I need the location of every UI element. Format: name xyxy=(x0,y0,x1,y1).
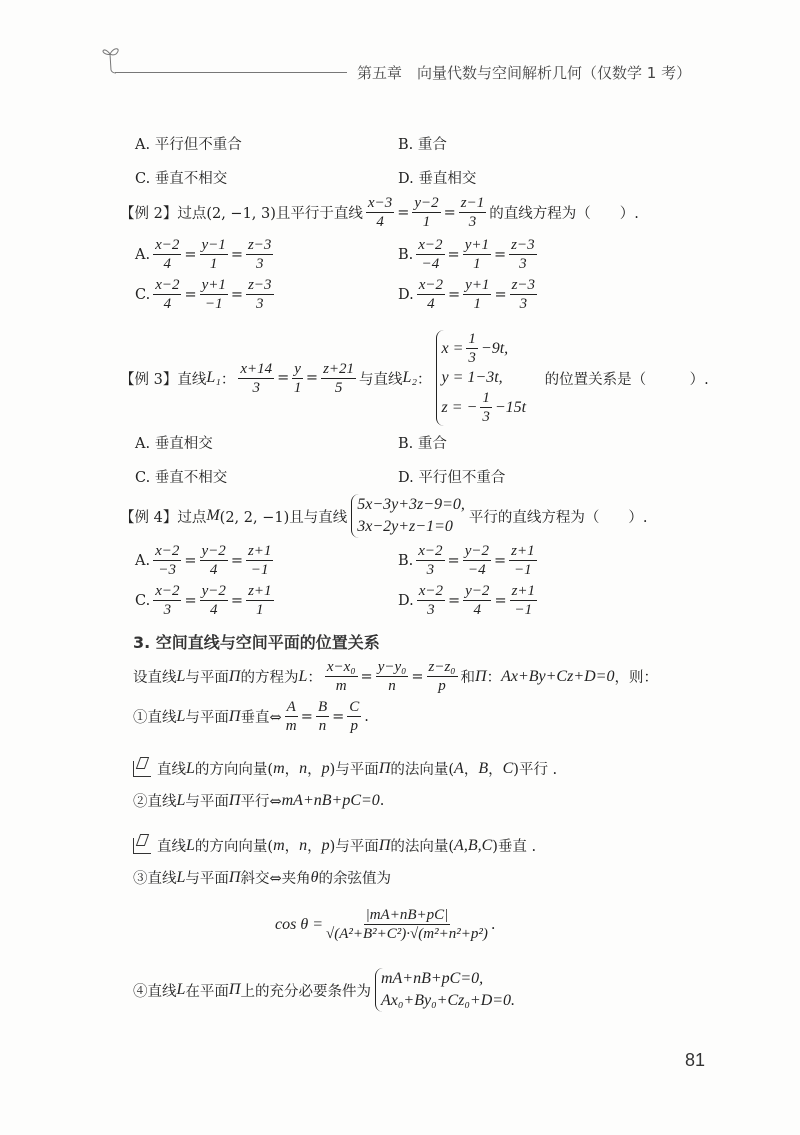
fraction xyxy=(412,194,440,231)
text: A. 垂直相交 xyxy=(135,436,213,452)
fraction xyxy=(427,658,458,695)
denominator: 4 xyxy=(427,296,435,312)
denominator: 3 xyxy=(468,350,476,366)
text: 垂直⇔ xyxy=(240,710,282,726)
text: ： xyxy=(307,670,322,686)
math-symbol: Π xyxy=(228,868,241,886)
text: ： xyxy=(486,670,502,686)
math-symbol: A,B,C xyxy=(454,836,493,854)
numerator: z−3 xyxy=(247,237,272,253)
chapter-header: 第五章 向量代数与空间解析几何（仅数学 1 考） xyxy=(357,64,692,82)
ex3-option-b xyxy=(398,432,447,453)
text: )与平面 xyxy=(329,839,379,855)
text: 在平面 xyxy=(185,983,229,1000)
text: = xyxy=(184,592,197,609)
fraction xyxy=(459,194,486,231)
text: ，则： xyxy=(614,670,658,686)
text: . xyxy=(364,708,369,725)
numerator: z−1 xyxy=(460,195,485,211)
intro-paragraph xyxy=(133,658,658,695)
text: A. 平行但不重合 xyxy=(135,137,242,153)
math-symbol: C xyxy=(502,759,514,777)
numerator: x−2 xyxy=(155,543,180,559)
denominator: −1 xyxy=(514,602,533,618)
equation-row xyxy=(442,330,527,367)
text: B. 重合 xyxy=(398,436,447,452)
note-2-text xyxy=(157,835,536,856)
numerator: x−2 xyxy=(418,543,443,559)
text: 与平面 xyxy=(185,794,229,810)
math-symbol: Π xyxy=(378,836,391,854)
text: ， xyxy=(284,839,300,855)
fraction xyxy=(326,906,488,943)
fraction xyxy=(316,698,329,735)
text: ， xyxy=(284,762,300,778)
text: = xyxy=(332,708,345,725)
text: 与直线 xyxy=(359,371,403,388)
denominator: 3 xyxy=(519,256,527,272)
math-symbol: mA+nB+pC=0, xyxy=(380,970,484,987)
denominator: n xyxy=(318,718,327,734)
text: C. xyxy=(135,286,151,303)
denominator: 3 xyxy=(426,562,435,578)
text: 与平面 xyxy=(185,871,229,887)
text: 的位置关系是（ ）. xyxy=(530,371,709,388)
numerator: y−y₀ xyxy=(377,659,407,675)
page-number: 81 xyxy=(685,1050,706,1070)
math-symbol: m xyxy=(273,836,285,854)
text: ③直线 xyxy=(133,871,177,887)
math-symbol: Ax+By+Cz+D=0 xyxy=(501,667,615,685)
fraction xyxy=(463,236,491,273)
math-symbol: Ax₀+By₀+Cz₀+D=0. xyxy=(380,992,516,1009)
ex2-option-a xyxy=(135,236,276,273)
equation-row xyxy=(357,494,465,516)
text: 设直线 xyxy=(133,670,177,686)
numerator: y−2 xyxy=(201,583,226,599)
text: = xyxy=(493,246,507,263)
numerator: x−2 xyxy=(418,277,443,293)
math-symbol: L xyxy=(176,707,186,725)
ex1-option-b xyxy=(398,133,447,154)
denominator: √(A²+B²+C²)·√(m²+n²+p²) xyxy=(325,926,488,942)
math-symbol: n xyxy=(299,759,308,777)
fraction xyxy=(292,360,303,397)
math-symbol: Π xyxy=(228,981,241,998)
text: D. xyxy=(398,592,414,609)
denominator: 3 xyxy=(482,409,490,425)
text: (2, 2, −1)且与直线 xyxy=(219,509,348,526)
text: 斜交⇔夹角 xyxy=(240,871,311,887)
equation-row xyxy=(442,389,527,426)
math-symbol: −15t xyxy=(494,398,527,416)
fraction xyxy=(480,389,492,426)
note-1 xyxy=(133,758,557,779)
numerator: z+1 xyxy=(511,543,535,559)
fraction xyxy=(376,658,409,695)
text: 的余弦值为 xyxy=(318,871,391,887)
text: 与平面 xyxy=(185,670,229,686)
ex3-option-a xyxy=(135,432,213,453)
denominator: 4 xyxy=(473,602,482,618)
denominator: 4 xyxy=(163,256,171,272)
math-symbol: L xyxy=(176,981,186,998)
fraction xyxy=(153,542,181,579)
denominator: 1 xyxy=(256,602,264,618)
fraction xyxy=(200,236,228,273)
math-symbol: 3x−2y+z−1=0 xyxy=(357,518,453,535)
text: 与平面 xyxy=(185,710,229,726)
denominator: 1 xyxy=(293,379,302,396)
numerator: y+1 xyxy=(464,237,489,253)
cos-formula xyxy=(275,906,495,943)
numerator: C xyxy=(349,699,360,715)
ex1-option-c xyxy=(135,167,227,188)
example-2-question xyxy=(120,194,639,231)
fraction xyxy=(325,658,358,695)
text: = xyxy=(493,552,507,569)
text: A. xyxy=(135,552,151,569)
text: 【例 2】过点(2, −1, 3)且平行于直线 xyxy=(120,206,363,222)
text: = xyxy=(411,668,424,685)
note-2 xyxy=(133,835,536,856)
math-symbol: p xyxy=(321,759,330,777)
text: B. xyxy=(398,246,414,263)
ex4-option-d xyxy=(398,582,540,619)
text: 的法向量( xyxy=(390,762,455,778)
text: 平行的直线方程为（ ）. xyxy=(468,509,648,526)
denominator: −1 xyxy=(204,296,223,312)
math-symbol: Π xyxy=(228,667,241,685)
equation-row xyxy=(381,968,515,990)
ex1-option-a xyxy=(135,133,242,154)
numerator: y+1 xyxy=(201,277,226,293)
numerator: z−3 xyxy=(248,277,272,293)
header-rule xyxy=(115,72,347,73)
text: A. xyxy=(135,246,151,263)
text: = xyxy=(184,246,197,263)
math-symbol: M xyxy=(206,507,220,524)
numerator: 1 xyxy=(468,331,476,347)
denominator: 3 xyxy=(163,602,172,618)
text: = xyxy=(230,246,243,263)
text: = xyxy=(447,246,460,263)
math-symbol: Π xyxy=(475,667,487,685)
denominator: 3 xyxy=(427,602,435,618)
text: B. xyxy=(398,552,414,569)
fraction xyxy=(200,542,228,579)
fraction xyxy=(510,276,537,313)
text: = xyxy=(448,592,461,609)
text: = xyxy=(397,204,410,221)
numerator: |mA+nB+pC| xyxy=(365,907,449,923)
numerator: z+1 xyxy=(248,583,272,599)
fraction xyxy=(466,330,478,367)
numerator: z+1 xyxy=(511,583,536,599)
text: )与平面 xyxy=(329,762,379,778)
denominator: 5 xyxy=(334,379,343,396)
ex4-option-b xyxy=(398,542,540,579)
math-symbol: z = − xyxy=(441,398,478,416)
ex2-option-b xyxy=(398,236,540,273)
numerator: z−3 xyxy=(511,237,535,253)
fraction xyxy=(246,276,273,313)
numerator: z−z₀ xyxy=(428,659,456,675)
equation-row xyxy=(442,367,527,389)
text: = xyxy=(443,204,456,221)
ex2-option-d xyxy=(398,276,540,313)
numerator: x−2 xyxy=(418,583,443,599)
note-icon xyxy=(133,761,151,777)
text: 【例 4】过点 xyxy=(120,509,207,526)
math-symbol: Π xyxy=(378,759,391,777)
numerator: z−3 xyxy=(511,277,536,293)
text: )垂直 . xyxy=(492,839,537,855)
denominator: p xyxy=(438,678,446,694)
text: 和 xyxy=(460,670,476,686)
equation-system xyxy=(436,330,527,426)
math-symbol: mA+nB+pC=0 xyxy=(281,791,380,809)
denominator: 3 xyxy=(256,296,264,312)
numerator: y−2 xyxy=(414,195,439,211)
denominator: m xyxy=(335,678,347,694)
text: = xyxy=(300,708,313,725)
text: 【例 3】直线 xyxy=(120,371,207,388)
math-symbol: L xyxy=(176,791,186,809)
math-symbol: L₁ xyxy=(206,369,221,386)
math-symbol: L xyxy=(298,667,308,685)
fraction xyxy=(463,542,491,579)
text: = xyxy=(447,552,460,569)
text: 上的充分必要条件为 xyxy=(240,983,371,1000)
text: ： xyxy=(417,371,432,388)
text: = xyxy=(230,552,243,569)
math-symbol: L₂ xyxy=(402,369,418,386)
fraction xyxy=(416,542,444,579)
ex2-option-c xyxy=(135,276,277,313)
text: = xyxy=(230,286,244,303)
numerator: y+1 xyxy=(465,277,490,293)
ex4-option-c xyxy=(135,582,277,619)
sprout-icon xyxy=(100,42,130,76)
fraction xyxy=(463,582,491,619)
ex3-option-c xyxy=(135,466,227,487)
numerator: x−x₀ xyxy=(326,659,356,675)
ex4-option-a xyxy=(135,542,276,579)
text: = xyxy=(230,592,244,609)
equation-system xyxy=(351,494,465,538)
denominator: 3 xyxy=(252,379,260,396)
text: ， xyxy=(488,762,503,778)
text: = xyxy=(494,592,507,609)
text: 的方程为 xyxy=(240,670,299,686)
text: 的方向向量( xyxy=(194,762,274,778)
text: D. 平行但不重合 xyxy=(398,470,506,486)
fraction xyxy=(463,276,491,313)
equation-system xyxy=(375,968,515,1012)
denominator: 1 xyxy=(473,256,481,272)
fraction xyxy=(321,360,356,397)
denominator: 1 xyxy=(209,256,218,272)
denominator: 4 xyxy=(163,296,172,312)
numerator: x−3 xyxy=(367,195,393,211)
text: = xyxy=(305,370,319,386)
denominator: 1 xyxy=(422,214,431,230)
numerator: y−2 xyxy=(465,583,490,599)
numerator: B xyxy=(317,699,328,715)
section-heading: 3. 空间直线与空间平面的位置关系 xyxy=(133,633,380,652)
text: 的方向向量( xyxy=(194,839,274,855)
fraction xyxy=(200,582,228,619)
note-icon xyxy=(133,838,151,854)
denominator: 4 xyxy=(376,214,384,230)
math-symbol: Π xyxy=(228,791,241,809)
text: ： xyxy=(220,371,236,388)
text: ， xyxy=(463,762,479,778)
text: C. 垂直不相交 xyxy=(135,470,228,486)
ex1-option-d xyxy=(398,167,476,188)
text: ②直线 xyxy=(133,794,177,810)
text: . xyxy=(490,916,496,933)
text: = xyxy=(448,286,461,303)
ex3-option-d xyxy=(398,466,505,487)
denominator: 3 xyxy=(519,296,528,312)
denominator: −4 xyxy=(421,256,440,272)
numerator: x−2 xyxy=(418,237,443,253)
text: 平行⇔ xyxy=(240,794,282,810)
text: 的直线方程为（ ）. xyxy=(489,206,639,222)
numerator: x−2 xyxy=(155,583,180,599)
example-4-question xyxy=(120,494,647,538)
text: D. xyxy=(398,286,414,303)
numerator: A xyxy=(286,699,296,715)
text: ， xyxy=(307,839,322,855)
denominator: −1 xyxy=(250,562,269,578)
numerator: x+14 xyxy=(240,360,273,377)
math-symbol: m xyxy=(273,759,285,777)
text: 的法向量( xyxy=(390,839,455,855)
fraction xyxy=(509,542,536,579)
math-symbol: p xyxy=(321,836,330,854)
fraction xyxy=(200,276,228,313)
denominator: 1 xyxy=(473,296,482,312)
numerator: z+21 xyxy=(323,360,355,377)
math-symbol: L xyxy=(186,836,195,854)
numerator: z+1 xyxy=(247,543,272,559)
text: )平行 . xyxy=(513,762,558,778)
fraction xyxy=(246,582,273,619)
fraction xyxy=(417,276,445,313)
denominator: 4 xyxy=(209,562,218,578)
denominator: 4 xyxy=(210,602,218,618)
text: = xyxy=(494,286,507,303)
example-3-question xyxy=(120,330,709,426)
numerator: 1 xyxy=(482,390,490,406)
math-symbol: y = 1−3t, xyxy=(441,369,503,386)
fraction xyxy=(509,236,536,273)
denominator: −4 xyxy=(468,562,486,578)
fraction xyxy=(366,194,394,231)
denominator: 3 xyxy=(468,214,477,230)
text: = xyxy=(360,668,373,685)
condition-1 xyxy=(133,698,369,735)
math-symbol: L xyxy=(176,868,186,886)
text: = xyxy=(184,286,197,303)
fraction xyxy=(285,698,298,735)
denominator: 3 xyxy=(255,256,264,272)
text: 直线 xyxy=(157,762,186,778)
numerator: y−1 xyxy=(201,237,226,253)
text: ④直线 xyxy=(133,983,177,1000)
denominator: m xyxy=(285,718,297,734)
text: C. xyxy=(135,592,151,609)
condition-2 xyxy=(133,790,384,811)
condition-4 xyxy=(133,968,519,1012)
denominator: n xyxy=(388,678,396,694)
math-symbol: 5x−3y+3z−9=0, xyxy=(357,496,465,513)
numerator: y xyxy=(294,360,301,377)
text: . xyxy=(379,792,385,809)
text: = xyxy=(184,552,197,569)
fraction xyxy=(246,542,273,579)
fraction xyxy=(153,236,181,273)
math-symbol: θ xyxy=(310,868,319,886)
text: C. 垂直不相交 xyxy=(135,171,228,187)
math-symbol: cos θ = xyxy=(275,915,323,933)
numerator: y−2 xyxy=(464,543,489,559)
math-symbol: Π xyxy=(228,707,241,725)
math-symbol: L xyxy=(176,667,186,685)
text: = xyxy=(277,370,290,386)
text: 直线 xyxy=(157,839,186,855)
numerator: y−2 xyxy=(201,543,226,559)
numerator: x−2 xyxy=(155,277,180,293)
equation-row xyxy=(357,516,465,538)
text: ①直线 xyxy=(133,710,177,726)
math-symbol: B xyxy=(478,759,489,777)
fraction xyxy=(238,360,274,397)
math-symbol: L xyxy=(186,759,195,777)
math-symbol: x = xyxy=(441,339,464,357)
text: B. 重合 xyxy=(398,137,447,153)
fraction xyxy=(347,698,361,735)
numerator: x−2 xyxy=(155,237,180,253)
fraction xyxy=(416,236,444,273)
fraction xyxy=(153,582,181,619)
denominator: p xyxy=(350,718,359,734)
text: D. 垂直相交 xyxy=(398,171,477,187)
fraction xyxy=(417,582,445,619)
denominator: −3 xyxy=(158,562,177,578)
math-symbol: A xyxy=(454,759,464,777)
equation-row xyxy=(381,990,515,1012)
math-symbol: n xyxy=(299,836,308,854)
condition-3 xyxy=(133,867,391,888)
text: ， xyxy=(307,762,322,778)
fraction xyxy=(510,582,537,619)
note-1-text xyxy=(157,758,557,779)
fraction xyxy=(153,276,181,313)
math-symbol: −9t, xyxy=(480,339,509,357)
denominator: −1 xyxy=(514,562,532,578)
fraction xyxy=(246,236,273,273)
